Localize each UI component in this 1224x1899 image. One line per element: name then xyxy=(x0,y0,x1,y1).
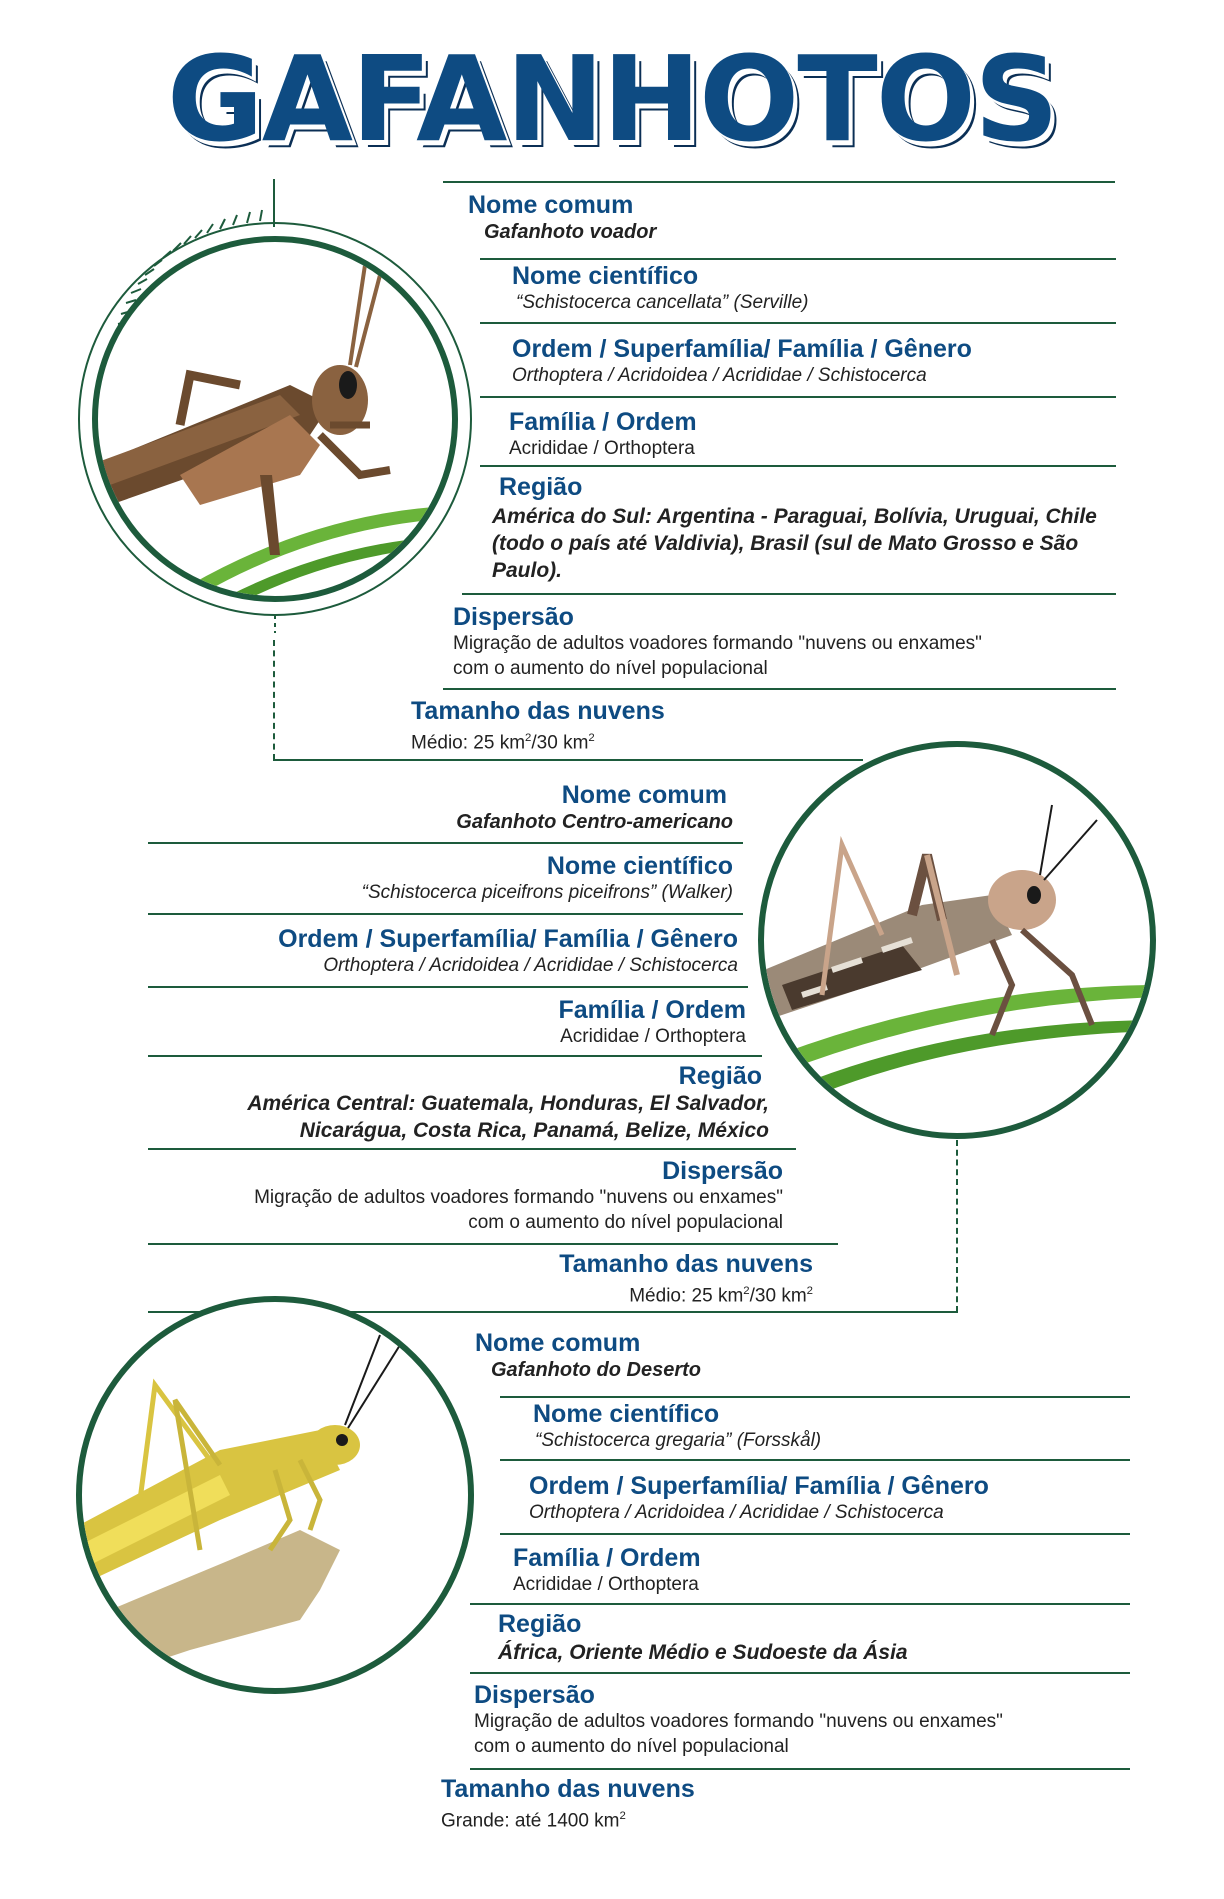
regiao-value-line1: América do Sul: Argentina - Paraguai, Bolívia, Uruguai, Chile xyxy=(492,505,1097,528)
ordem-label: Ordem / Superfamília/ Família / Gênero xyxy=(529,1472,989,1500)
divider xyxy=(480,258,1116,260)
familia-ordem-value: Acrididae / Orthoptera xyxy=(509,438,695,459)
divider xyxy=(148,842,743,844)
divider xyxy=(470,1603,1130,1605)
dispersao-value-line2: com o aumento do nível populacional xyxy=(468,1212,783,1233)
nome-cientifico-value: “Schistocerca gregaria” (Forsskål) xyxy=(535,1430,822,1451)
divider xyxy=(500,1459,1130,1461)
divider xyxy=(480,396,1116,398)
dispersao-label: Dispersão xyxy=(662,1157,783,1185)
brown-grasshopper-illustration xyxy=(30,175,480,665)
ordem-value: Orthoptera / Acridoidea / Acrididae / Schistocerca xyxy=(323,955,738,976)
ordem-label: Ordem / Superfamília/ Família / Gênero xyxy=(278,925,738,953)
divider xyxy=(500,1396,1130,1398)
familia-ordem-value: Acrididae / Orthoptera xyxy=(513,1574,699,1595)
yellow-grasshopper-illustration xyxy=(70,1290,480,1700)
divider xyxy=(443,688,1116,690)
divider xyxy=(148,1148,796,1150)
familia-ordem-label: Família / Ordem xyxy=(513,1544,701,1572)
connector-dashed-line xyxy=(956,1140,958,1312)
regiao-value-line3: Paulo). xyxy=(492,559,563,582)
connector-dashed-line xyxy=(273,640,275,760)
divider xyxy=(148,913,743,915)
nome-cientifico-label: Nome científico xyxy=(546,852,733,880)
nome-comum-value: Gafanhoto voador xyxy=(484,221,657,243)
regiao-label: Região xyxy=(678,1062,762,1090)
regiao-value-line2: Nicarágua, Costa Rica, Panamá, Belize, México xyxy=(299,1119,769,1142)
divider xyxy=(480,322,1116,324)
nome-comum-label: Nome comum xyxy=(475,1329,641,1357)
nome-cientifico-label: Nome científico xyxy=(533,1400,720,1428)
spotted-grasshopper-illustration xyxy=(752,735,1162,1145)
nome-comum-label: Nome comum xyxy=(561,781,727,809)
divider xyxy=(462,593,1116,595)
divider xyxy=(148,1243,838,1245)
regiao-value-line1: América Central: Guatemala, Honduras, El Salvador, xyxy=(247,1092,769,1115)
tamanho-label: Tamanho das nuvens xyxy=(559,1250,813,1278)
ordem-value: Orthoptera / Acridoidea / Acrididae / Schistocerca xyxy=(529,1502,944,1523)
divider xyxy=(148,1055,762,1057)
nome-cientifico-label: Nome científico xyxy=(512,262,699,290)
nome-comum-value: Gafanhoto do Deserto xyxy=(491,1359,702,1381)
nome-comum-value: Gafanhoto Centro-americano xyxy=(456,811,733,833)
divider xyxy=(148,986,748,988)
dispersao-label: Dispersão xyxy=(474,1681,595,1709)
divider xyxy=(500,1533,1130,1535)
familia-ordem-label: Família / Ordem xyxy=(509,408,697,436)
tamanho-label: Tamanho das nuvens xyxy=(411,697,665,725)
regiao-label: Região xyxy=(498,1610,582,1638)
dispersao-value-line1: Migração de adultos voadores formando "nuvens ou enxames" xyxy=(474,1711,1003,1732)
nome-cientifico-value: “Schistocerca piceifrons piceifrons” (Walker) xyxy=(361,882,733,903)
dispersao-label: Dispersão xyxy=(453,603,574,631)
ordem-label: Ordem / Superfamília/ Família / Gênero xyxy=(512,335,972,363)
tamanho-value: Médio: 25 $km^2/30$ $km^2$ xyxy=(629,1285,813,1307)
divider xyxy=(470,1672,1130,1674)
tamanho-value: Grande: até 1400 $km^2$ xyxy=(441,1810,626,1832)
divider xyxy=(480,465,1116,467)
regiao-value: África, Oriente Médio e Sudoeste da Ásia xyxy=(498,1641,908,1664)
dispersao-value-line2: com o aumento do nível populacional xyxy=(453,658,768,679)
ordem-value: Orthoptera / Acridoidea / Acrididae / Schistocerca xyxy=(512,365,927,386)
tamanho-value: Médio: 25 $km^2/30$ $km^2$ xyxy=(411,732,595,754)
divider xyxy=(470,1768,1130,1770)
regiao-label: Região xyxy=(499,473,583,501)
divider xyxy=(443,181,1115,183)
page-title: GAFANHOTOS xyxy=(166,30,1058,168)
tamanho-label: Tamanho das nuvens xyxy=(441,1775,695,1803)
familia-ordem-label: Família / Ordem xyxy=(558,996,746,1024)
familia-ordem-value: Acrididae / Orthoptera xyxy=(560,1026,746,1047)
dispersao-value-line1: Migração de adultos voadores formando "nuvens ou enxames" xyxy=(254,1187,783,1208)
dispersao-value-line1: Migração de adultos voadores formando "nuvens ou enxames" xyxy=(453,633,982,654)
nome-comum-label: Nome comum xyxy=(468,191,634,219)
regiao-value-line2: (todo o país até Valdivia), Brasil (sul de Mato Grosso e São xyxy=(492,532,1079,555)
dispersao-value-line2: com o aumento do nível populacional xyxy=(474,1736,789,1757)
nome-cientifico-value: “Schistocerca cancellata” (Serville) xyxy=(516,292,809,313)
